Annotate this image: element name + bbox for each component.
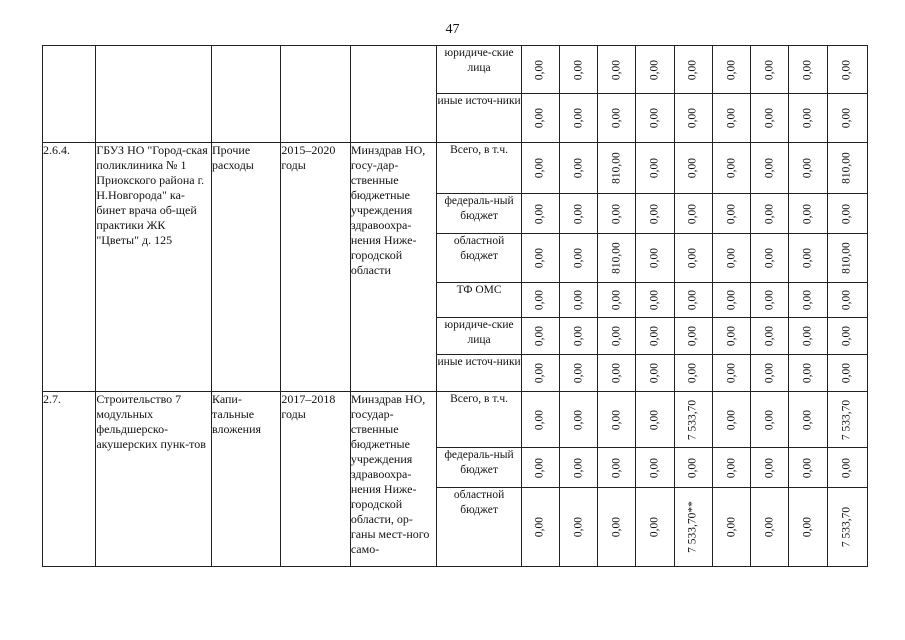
value-cell: [712, 448, 750, 488]
value-cell: [789, 448, 827, 488]
value-text: 0,00: [801, 59, 814, 80]
value-text: 0,00: [572, 247, 585, 269]
value-text: 810,00: [840, 242, 853, 274]
value-cell: [598, 355, 636, 392]
value-text: 0,00: [610, 409, 623, 430]
table-row: [43, 143, 868, 194]
value-cell: [560, 234, 598, 283]
expense-type: Прочие расходы: [212, 143, 281, 392]
value-text: 0,00: [725, 409, 738, 430]
value-cell: [636, 46, 674, 94]
executor: Минздрав НО, госу-дар-ственные бюджетные учреждения здравоохра-нения Ниже-городской области: [350, 143, 437, 392]
value-cell: [827, 355, 867, 392]
value-cell: [789, 194, 827, 234]
value-cell: [636, 355, 674, 392]
value-cell: [751, 143, 789, 194]
period: 2017–2018 годы: [281, 392, 350, 567]
value-text: 810,00: [610, 152, 623, 184]
value-cell: [712, 355, 750, 392]
funding-source: областной бюджет: [437, 488, 522, 567]
value-cell: [751, 94, 789, 143]
value-text: 0,00: [533, 59, 546, 80]
value-text: 0,00: [610, 107, 623, 129]
value-text: 0,00: [801, 362, 814, 384]
value-cell: [560, 448, 598, 488]
item-code: 2.7.: [43, 392, 96, 567]
value-cell: [751, 448, 789, 488]
value-cell: [827, 392, 867, 448]
value-cell: [521, 46, 559, 94]
value-text: 0,00: [572, 409, 585, 430]
table-row: [43, 392, 868, 448]
funding-source: областной бюджет: [437, 234, 522, 283]
value-text: 0,00: [801, 157, 814, 179]
value-text: 0,00: [533, 325, 546, 347]
value-cell: [789, 234, 827, 283]
value-text: 0,00: [648, 409, 661, 430]
value-cell: [636, 318, 674, 355]
value-cell: [789, 392, 827, 448]
value-text: 0,00: [840, 289, 853, 311]
value-text: 0,00: [533, 409, 546, 430]
value-text: 0,00: [533, 107, 546, 129]
value-cell: [789, 488, 827, 567]
value-text: 0,00: [801, 107, 814, 129]
value-text: 0,00: [840, 457, 853, 478]
value-cell: [789, 318, 827, 355]
value-cell: [598, 143, 636, 194]
value-cell: [521, 143, 559, 194]
value-text: 0,00: [572, 59, 585, 80]
value-text: 0,00: [686, 107, 699, 129]
expense-type: Капи-тальные вложения: [212, 392, 281, 567]
value-cell: [827, 94, 867, 143]
value-text: 0,00: [686, 457, 699, 478]
item-code: [43, 46, 96, 143]
value-text: 0,00: [763, 203, 776, 224]
value-text: 0,00: [686, 362, 699, 384]
value-cell: [674, 283, 712, 318]
funding-source: иные источ-ники: [437, 355, 522, 392]
value-text: 0,00: [725, 457, 738, 478]
page-number: 47: [445, 22, 460, 37]
value-cell: [712, 392, 750, 448]
value-cell: [789, 283, 827, 318]
value-cell: [598, 283, 636, 318]
value-text: 0,00: [533, 203, 546, 224]
value-text: 0,00: [610, 203, 623, 224]
funding-source: юридиче-ские лица: [437, 318, 522, 355]
value-text: 0,00: [840, 59, 853, 80]
value-text: 7 533,70: [840, 506, 853, 548]
value-cell: [598, 488, 636, 567]
value-cell: [521, 355, 559, 392]
value-text: 7 533,70: [840, 399, 853, 440]
value-text: 0,00: [801, 289, 814, 311]
value-cell: [560, 94, 598, 143]
value-text: 0,00: [801, 409, 814, 430]
value-text: 0,00: [801, 516, 814, 538]
value-text: 0,00: [572, 516, 585, 538]
value-cell: [521, 392, 559, 448]
value-cell: [560, 143, 598, 194]
value-text: 0,00: [763, 157, 776, 179]
value-text: 0,00: [725, 325, 738, 347]
value-cell: [560, 355, 598, 392]
value-cell: [636, 143, 674, 194]
value-text: 0,00: [686, 157, 699, 179]
table-row: [43, 46, 868, 94]
value-text: 0,00: [648, 289, 661, 311]
value-text: 0,00: [648, 59, 661, 80]
value-text: 0,00: [572, 457, 585, 478]
value-cell: [598, 448, 636, 488]
value-cell: [751, 194, 789, 234]
value-cell: [789, 355, 827, 392]
value-text: 0,00: [801, 457, 814, 478]
item-name: Строительство 7 модульных фельдшерско-акушерских пунк-тов: [96, 392, 212, 567]
value-text: 0,00: [533, 516, 546, 538]
funding-source: федераль-ный бюджет: [437, 448, 522, 488]
value-text: 0,00: [648, 516, 661, 538]
value-cell: [827, 488, 867, 567]
value-cell: [751, 488, 789, 567]
value-cell: [636, 392, 674, 448]
value-cell: [636, 94, 674, 143]
value-text: 0,00: [725, 247, 738, 269]
value-text: 0,00: [648, 362, 661, 384]
value-cell: [751, 283, 789, 318]
value-cell: [789, 94, 827, 143]
value-text: 7 533,70: [686, 399, 699, 440]
expense-type: [212, 46, 281, 143]
value-cell: [521, 318, 559, 355]
value-cell: [560, 392, 598, 448]
value-text: 0,00: [572, 289, 585, 311]
value-text: 810,00: [840, 152, 853, 184]
value-text: 0,00: [763, 289, 776, 311]
value-text: 0,00: [610, 325, 623, 347]
value-cell: [636, 234, 674, 283]
value-cell: [751, 318, 789, 355]
value-cell: [560, 46, 598, 94]
period: [281, 46, 350, 143]
value-text: 0,00: [533, 289, 546, 311]
value-text: 0,00: [725, 107, 738, 129]
value-text: 0,00: [648, 247, 661, 269]
value-cell: [636, 194, 674, 234]
value-text: 0,00: [801, 247, 814, 269]
value-text: 0,00: [686, 203, 699, 224]
value-text: 0,00: [840, 325, 853, 347]
value-cell: [712, 46, 750, 94]
value-cell: [827, 194, 867, 234]
value-cell: [789, 143, 827, 194]
funding-source: юридиче-ские лица: [437, 46, 522, 94]
value-text: 810,00: [610, 242, 623, 274]
value-text: 0,00: [725, 203, 738, 224]
value-cell: [674, 194, 712, 234]
value-text: 0,00: [648, 457, 661, 478]
value-cell: [827, 448, 867, 488]
executor: [350, 46, 437, 143]
value-text: 0,00: [725, 157, 738, 179]
value-text: 0,00: [533, 247, 546, 269]
value-text: 0,00: [763, 409, 776, 430]
value-text: 0,00: [648, 157, 661, 179]
value-cell: [827, 46, 867, 94]
value-cell: [674, 392, 712, 448]
value-cell: [827, 234, 867, 283]
value-text: 0,00: [572, 107, 585, 129]
item-name: [96, 46, 212, 143]
value-cell: [636, 283, 674, 318]
value-cell: [712, 318, 750, 355]
funding-source: ТФ ОМС: [437, 283, 522, 318]
value-cell: [712, 143, 750, 194]
value-cell: [712, 488, 750, 567]
value-text: 0,00: [840, 203, 853, 224]
value-text: 0,00: [725, 59, 738, 80]
value-cell: [598, 234, 636, 283]
item-name: ГБУЗ НО "Город-ская поликлиника № 1 Приокского района г. Н.Новгорода" ка-бинет врача об-щей практики ЖК "Цветы" д. 125: [96, 143, 212, 392]
value-text: 0,00: [763, 59, 776, 80]
value-text: 0,00: [572, 203, 585, 224]
value-cell: [712, 94, 750, 143]
value-text: 0,00: [686, 59, 699, 80]
value-text: 0,00: [648, 107, 661, 129]
value-text: 0,00: [725, 516, 738, 538]
value-text: 0,00: [648, 203, 661, 224]
funding-source: Всего, в т.ч.: [437, 143, 522, 194]
value-cell: [598, 194, 636, 234]
value-text: 0,00: [610, 362, 623, 384]
value-text: 0,00: [648, 325, 661, 347]
value-cell: [674, 143, 712, 194]
value-cell: [674, 318, 712, 355]
budget-table: [42, 45, 868, 567]
value-cell: [712, 234, 750, 283]
value-cell: [827, 143, 867, 194]
value-cell: [751, 46, 789, 94]
value-cell: [674, 94, 712, 143]
value-text: 7 533,70**: [686, 501, 699, 553]
value-cell: [674, 46, 712, 94]
value-cell: [674, 448, 712, 488]
value-cell: [789, 46, 827, 94]
value-cell: [674, 488, 712, 567]
value-cell: [827, 318, 867, 355]
value-text: 0,00: [840, 362, 853, 384]
value-cell: [636, 448, 674, 488]
item-code: 2.6.4.: [43, 143, 96, 392]
value-text: 0,00: [801, 203, 814, 224]
value-text: 0,00: [725, 362, 738, 384]
value-cell: [560, 318, 598, 355]
value-cell: [598, 46, 636, 94]
value-text: 0,00: [572, 325, 585, 347]
value-cell: [521, 94, 559, 143]
value-text: 0,00: [610, 516, 623, 538]
funding-source: иные источ-ники: [437, 94, 522, 143]
value-text: 0,00: [610, 59, 623, 80]
value-text: 0,00: [686, 325, 699, 347]
value-cell: [521, 283, 559, 318]
value-cell: [560, 194, 598, 234]
value-text: 0,00: [686, 289, 699, 311]
value-cell: [560, 283, 598, 318]
value-text: 0,00: [533, 157, 546, 179]
value-text: 0,00: [763, 247, 776, 269]
value-cell: [751, 355, 789, 392]
funding-source: Всего, в т.ч.: [437, 392, 522, 448]
value-cell: [674, 355, 712, 392]
funding-source: федераль-ный бюджет: [437, 194, 522, 234]
value-cell: [598, 392, 636, 448]
value-cell: [636, 488, 674, 567]
value-text: 0,00: [801, 325, 814, 347]
value-text: 0,00: [533, 362, 546, 384]
value-cell: [598, 318, 636, 355]
value-text: 0,00: [763, 516, 776, 538]
value-cell: [521, 488, 559, 567]
value-cell: [598, 94, 636, 143]
value-cell: [712, 283, 750, 318]
value-cell: [751, 392, 789, 448]
value-cell: [751, 234, 789, 283]
value-cell: [674, 234, 712, 283]
value-text: 0,00: [725, 289, 738, 311]
value-cell: [827, 283, 867, 318]
value-cell: [560, 488, 598, 567]
value-text: 0,00: [572, 362, 585, 384]
value-text: 0,00: [763, 362, 776, 384]
value-cell: [521, 194, 559, 234]
value-text: 0,00: [763, 325, 776, 347]
value-text: 0,00: [840, 107, 853, 129]
value-text: 0,00: [533, 457, 546, 478]
period: 2015–2020 годы: [281, 143, 350, 392]
executor: Минздрав НО, государ-ственные бюджетные учреждения здравоохра-нения Ниже-городской области, ор-ганы мест-ного само-: [350, 392, 437, 567]
value-text: 0,00: [572, 157, 585, 179]
value-cell: [521, 448, 559, 488]
value-cell: [712, 194, 750, 234]
value-cell: [521, 234, 559, 283]
value-text: 0,00: [763, 457, 776, 478]
value-text: 0,00: [763, 107, 776, 129]
value-text: 0,00: [686, 247, 699, 269]
value-text: 0,00: [610, 289, 623, 311]
value-text: 0,00: [610, 457, 623, 478]
